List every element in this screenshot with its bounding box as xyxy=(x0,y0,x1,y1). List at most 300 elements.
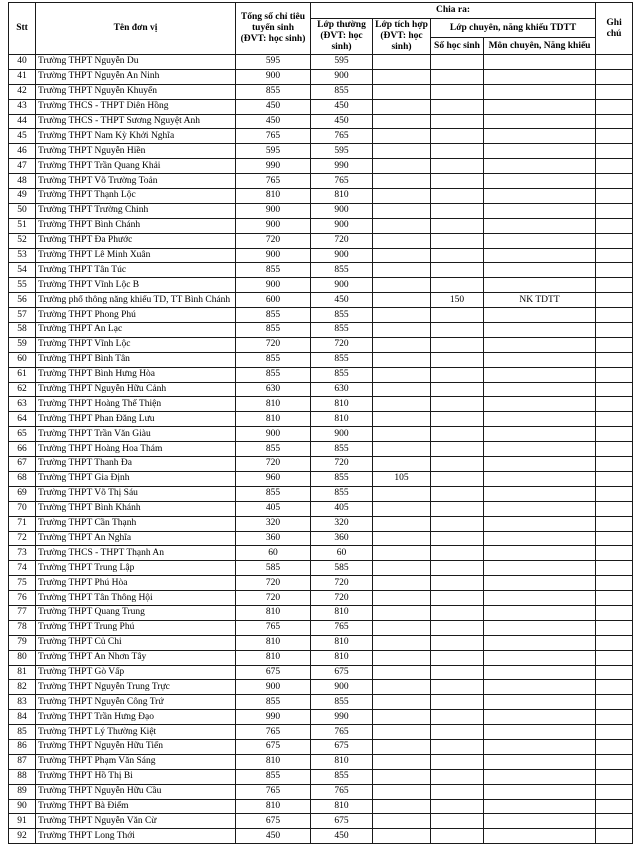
cell-so-hoc-sinh xyxy=(431,233,484,248)
cell-mon-chuyen xyxy=(484,591,596,606)
cell-lop-tich-hop xyxy=(373,174,431,189)
cell-so-hoc-sinh xyxy=(431,203,484,218)
cell-mon-chuyen xyxy=(484,352,596,367)
cell-mon-chuyen xyxy=(484,739,596,754)
cell-lop-tich-hop xyxy=(373,769,431,784)
cell-ghi-chu xyxy=(596,69,633,84)
cell-stt: 65 xyxy=(9,427,36,442)
cell-mon-chuyen xyxy=(484,442,596,457)
table-row xyxy=(9,814,633,829)
cell-ghi-chu xyxy=(596,442,633,457)
cell-ten-don-vi: Trường THPT Bà Điểm xyxy=(36,799,236,814)
cell-lop-tich-hop xyxy=(373,546,431,561)
cell-stt: 67 xyxy=(9,457,36,472)
cell-so-hoc-sinh xyxy=(431,352,484,367)
cell-mon-chuyen xyxy=(484,665,596,680)
cell-lop-thuong: 810 xyxy=(311,799,373,814)
table-row xyxy=(9,427,633,442)
cell-tong-so: 765 xyxy=(236,725,311,740)
cell-tong-so: 60 xyxy=(236,546,311,561)
cell-lop-tich-hop xyxy=(373,114,431,129)
cell-tong-so: 855 xyxy=(236,263,311,278)
cell-so-hoc-sinh xyxy=(431,55,484,70)
cell-stt: 66 xyxy=(9,442,36,457)
cell-so-hoc-sinh xyxy=(431,680,484,695)
cell-stt: 88 xyxy=(9,769,36,784)
cell-ten-don-vi: Trường THPT Trần Hưng Đạo xyxy=(36,710,236,725)
cell-so-hoc-sinh xyxy=(431,799,484,814)
table-row xyxy=(9,486,633,501)
table-row xyxy=(9,84,633,99)
cell-mon-chuyen xyxy=(484,174,596,189)
cell-lop-tich-hop xyxy=(373,605,431,620)
cell-lop-tich-hop xyxy=(373,218,431,233)
cell-lop-thuong: 810 xyxy=(311,635,373,650)
cell-lop-thuong: 810 xyxy=(311,605,373,620)
cell-tong-so: 675 xyxy=(236,665,311,680)
cell-mon-chuyen xyxy=(484,725,596,740)
table-row xyxy=(9,620,633,635)
header-ghi-chu: Ghi chú xyxy=(596,3,633,55)
cell-ten-don-vi: Trường THPT Củ Chi xyxy=(36,635,236,650)
cell-mon-chuyen xyxy=(484,754,596,769)
cell-ghi-chu xyxy=(596,725,633,740)
cell-ghi-chu xyxy=(596,814,633,829)
enrollment-quota-table xyxy=(8,2,633,844)
cell-lop-tich-hop xyxy=(373,829,431,844)
cell-ten-don-vi: Trường THPT Hồ Thị Bi xyxy=(36,769,236,784)
cell-mon-chuyen xyxy=(484,501,596,516)
header-ten-don-vi: Tên đơn vị xyxy=(36,3,236,55)
table-header xyxy=(9,3,633,55)
cell-lop-thuong: 900 xyxy=(311,248,373,263)
cell-so-hoc-sinh xyxy=(431,382,484,397)
cell-lop-thuong: 765 xyxy=(311,129,373,144)
cell-lop-thuong: 320 xyxy=(311,516,373,531)
cell-ten-don-vi: Trường THPT Gò Vấp xyxy=(36,665,236,680)
cell-stt: 49 xyxy=(9,189,36,204)
cell-stt: 55 xyxy=(9,278,36,293)
cell-stt: 42 xyxy=(9,84,36,99)
cell-ten-don-vi: Trường THPT Tân Túc xyxy=(36,263,236,278)
cell-ten-don-vi: Trường THPT Nguyễn Du xyxy=(36,55,236,70)
cell-lop-tich-hop xyxy=(373,814,431,829)
cell-mon-chuyen xyxy=(484,635,596,650)
table-row xyxy=(9,397,633,412)
cell-so-hoc-sinh xyxy=(431,754,484,769)
cell-stt: 87 xyxy=(9,754,36,769)
cell-ten-don-vi: Trường THPT Long Thới xyxy=(36,829,236,844)
cell-ghi-chu xyxy=(596,516,633,531)
cell-tong-so: 810 xyxy=(236,799,311,814)
cell-ten-don-vi: Trường THPT Lê Minh Xuân xyxy=(36,248,236,263)
cell-ten-don-vi: Trường THPT Nguyễn Hữu Cầu xyxy=(36,784,236,799)
cell-stt: 70 xyxy=(9,501,36,516)
cell-so-hoc-sinh xyxy=(431,531,484,546)
table-row xyxy=(9,367,633,382)
cell-tong-so: 810 xyxy=(236,397,311,412)
cell-so-hoc-sinh xyxy=(431,174,484,189)
cell-so-hoc-sinh xyxy=(431,278,484,293)
cell-mon-chuyen xyxy=(484,263,596,278)
cell-lop-thuong: 855 xyxy=(311,352,373,367)
cell-ghi-chu xyxy=(596,739,633,754)
cell-so-hoc-sinh xyxy=(431,129,484,144)
cell-ghi-chu xyxy=(596,233,633,248)
cell-ghi-chu xyxy=(596,352,633,367)
cell-tong-so: 765 xyxy=(236,174,311,189)
cell-so-hoc-sinh xyxy=(431,576,484,591)
cell-ghi-chu xyxy=(596,799,633,814)
cell-tong-so: 900 xyxy=(236,203,311,218)
cell-mon-chuyen xyxy=(484,710,596,725)
cell-ten-don-vi: Trường THPT Thanh Đa xyxy=(36,457,236,472)
cell-lop-tich-hop xyxy=(373,308,431,323)
cell-tong-so: 810 xyxy=(236,754,311,769)
cell-tong-so: 810 xyxy=(236,412,311,427)
cell-ghi-chu xyxy=(596,367,633,382)
cell-lop-tich-hop xyxy=(373,784,431,799)
cell-tong-so: 675 xyxy=(236,814,311,829)
cell-ten-don-vi: Trường THPT Bình Hưng Hòa xyxy=(36,367,236,382)
table-row xyxy=(9,516,633,531)
cell-tong-so: 360 xyxy=(236,531,311,546)
cell-stt: 86 xyxy=(9,739,36,754)
cell-ghi-chu xyxy=(596,203,633,218)
cell-stt: 79 xyxy=(9,635,36,650)
cell-lop-thuong: 855 xyxy=(311,471,373,486)
cell-ghi-chu xyxy=(596,561,633,576)
cell-ghi-chu xyxy=(596,650,633,665)
cell-tong-so: 810 xyxy=(236,635,311,650)
cell-stt: 84 xyxy=(9,710,36,725)
table-row xyxy=(9,233,633,248)
cell-ghi-chu xyxy=(596,620,633,635)
cell-lop-tich-hop xyxy=(373,189,431,204)
cell-so-hoc-sinh xyxy=(431,769,484,784)
cell-so-hoc-sinh xyxy=(431,442,484,457)
cell-lop-tich-hop xyxy=(373,650,431,665)
cell-tong-so: 810 xyxy=(236,650,311,665)
cell-tong-so: 720 xyxy=(236,457,311,472)
cell-ghi-chu xyxy=(596,84,633,99)
cell-so-hoc-sinh xyxy=(431,546,484,561)
cell-lop-tich-hop xyxy=(373,69,431,84)
cell-lop-thuong: 595 xyxy=(311,144,373,159)
header-stt: Stt xyxy=(9,3,36,55)
cell-so-hoc-sinh xyxy=(431,69,484,84)
table-row xyxy=(9,829,633,844)
cell-lop-tich-hop xyxy=(373,754,431,769)
cell-tong-so: 450 xyxy=(236,99,311,114)
cell-ten-don-vi: Trường THPT Võ Trường Toản xyxy=(36,174,236,189)
cell-lop-thuong: 765 xyxy=(311,725,373,740)
table-row xyxy=(9,695,633,710)
cell-mon-chuyen xyxy=(484,218,596,233)
cell-stt: 76 xyxy=(9,591,36,606)
cell-mon-chuyen xyxy=(484,99,596,114)
cell-lop-thuong: 810 xyxy=(311,754,373,769)
cell-lop-tich-hop xyxy=(373,367,431,382)
cell-so-hoc-sinh xyxy=(431,829,484,844)
cell-tong-so: 720 xyxy=(236,576,311,591)
cell-ten-don-vi: Trường THPT Võ Thị Sáu xyxy=(36,486,236,501)
table-row xyxy=(9,323,633,338)
table-row xyxy=(9,591,633,606)
cell-lop-tich-hop xyxy=(373,457,431,472)
cell-ghi-chu xyxy=(596,159,633,174)
cell-lop-thuong: 720 xyxy=(311,337,373,352)
cell-mon-chuyen xyxy=(484,144,596,159)
cell-stt: 46 xyxy=(9,144,36,159)
cell-stt: 68 xyxy=(9,471,36,486)
cell-tong-so: 585 xyxy=(236,561,311,576)
cell-lop-tich-hop xyxy=(373,427,431,442)
cell-lop-thuong: 900 xyxy=(311,427,373,442)
cell-stt: 69 xyxy=(9,486,36,501)
cell-ghi-chu xyxy=(596,293,633,308)
cell-mon-chuyen xyxy=(484,397,596,412)
table-row xyxy=(9,248,633,263)
cell-lop-tich-hop xyxy=(373,561,431,576)
cell-tong-so: 855 xyxy=(236,323,311,338)
cell-mon-chuyen xyxy=(484,203,596,218)
cell-lop-tich-hop xyxy=(373,635,431,650)
cell-lop-tich-hop xyxy=(373,620,431,635)
cell-so-hoc-sinh xyxy=(431,412,484,427)
cell-stt: 48 xyxy=(9,174,36,189)
table-row xyxy=(9,99,633,114)
cell-mon-chuyen xyxy=(484,546,596,561)
cell-lop-thuong: 60 xyxy=(311,546,373,561)
cell-lop-thuong: 450 xyxy=(311,829,373,844)
cell-mon-chuyen xyxy=(484,486,596,501)
cell-lop-thuong: 720 xyxy=(311,233,373,248)
cell-ten-don-vi: Trường THPT Nguyễn Hiền xyxy=(36,144,236,159)
cell-ghi-chu xyxy=(596,412,633,427)
cell-tong-so: 450 xyxy=(236,829,311,844)
table-row xyxy=(9,174,633,189)
cell-mon-chuyen xyxy=(484,561,596,576)
cell-so-hoc-sinh xyxy=(431,650,484,665)
cell-mon-chuyen xyxy=(484,516,596,531)
cell-so-hoc-sinh xyxy=(431,337,484,352)
cell-lop-tich-hop xyxy=(373,739,431,754)
cell-ten-don-vi: Trường THCS - THPT Thạnh An xyxy=(36,546,236,561)
table-row xyxy=(9,308,633,323)
cell-ghi-chu xyxy=(596,263,633,278)
cell-ten-don-vi: Trường THPT Lý Thường Kiệt xyxy=(36,725,236,740)
cell-tong-so: 855 xyxy=(236,352,311,367)
cell-stt: 41 xyxy=(9,69,36,84)
cell-stt: 52 xyxy=(9,233,36,248)
cell-mon-chuyen xyxy=(484,233,596,248)
cell-so-hoc-sinh xyxy=(431,516,484,531)
cell-lop-tich-hop xyxy=(373,144,431,159)
cell-lop-thuong: 855 xyxy=(311,486,373,501)
cell-lop-thuong: 855 xyxy=(311,367,373,382)
cell-stt: 43 xyxy=(9,99,36,114)
cell-tong-so: 990 xyxy=(236,710,311,725)
cell-ten-don-vi: Trường THPT Phú Hòa xyxy=(36,576,236,591)
cell-lop-thuong: 855 xyxy=(311,769,373,784)
cell-mon-chuyen xyxy=(484,189,596,204)
table-row xyxy=(9,769,633,784)
cell-mon-chuyen xyxy=(484,55,596,70)
cell-so-hoc-sinh xyxy=(431,99,484,114)
cell-stt: 78 xyxy=(9,620,36,635)
cell-lop-tich-hop xyxy=(373,397,431,412)
cell-lop-tich-hop xyxy=(373,159,431,174)
cell-lop-tich-hop xyxy=(373,591,431,606)
cell-ghi-chu xyxy=(596,397,633,412)
cell-ten-don-vi: Trường THPT Gia Định xyxy=(36,471,236,486)
cell-ten-don-vi: Trường THPT Hoàng Hoa Thám xyxy=(36,442,236,457)
cell-so-hoc-sinh xyxy=(431,397,484,412)
cell-ghi-chu xyxy=(596,248,633,263)
cell-stt: 50 xyxy=(9,203,36,218)
cell-so-hoc-sinh xyxy=(431,725,484,740)
cell-ghi-chu xyxy=(596,189,633,204)
table-row xyxy=(9,650,633,665)
cell-mon-chuyen xyxy=(484,769,596,784)
cell-ghi-chu xyxy=(596,769,633,784)
cell-ghi-chu xyxy=(596,308,633,323)
cell-ten-don-vi: Trường THPT Nguyễn Công Trứ xyxy=(36,695,236,710)
cell-lop-tich-hop xyxy=(373,55,431,70)
cell-mon-chuyen xyxy=(484,620,596,635)
header-lop-thuong: Lớp thường (ĐVT: học sinh) xyxy=(311,19,373,55)
cell-mon-chuyen xyxy=(484,784,596,799)
cell-lop-thuong: 855 xyxy=(311,84,373,99)
cell-mon-chuyen xyxy=(484,829,596,844)
cell-so-hoc-sinh xyxy=(431,665,484,680)
cell-ghi-chu xyxy=(596,99,633,114)
cell-lop-thuong: 855 xyxy=(311,308,373,323)
cell-ghi-chu xyxy=(596,680,633,695)
cell-mon-chuyen xyxy=(484,308,596,323)
cell-mon-chuyen xyxy=(484,695,596,710)
header-mon-chuyen: Môn chuyên, Năng khiếu xyxy=(484,38,596,55)
cell-stt: 83 xyxy=(9,695,36,710)
table-row xyxy=(9,352,633,367)
cell-stt: 75 xyxy=(9,576,36,591)
cell-so-hoc-sinh xyxy=(431,739,484,754)
cell-lop-thuong: 855 xyxy=(311,263,373,278)
cell-lop-thuong: 765 xyxy=(311,784,373,799)
cell-so-hoc-sinh xyxy=(431,561,484,576)
cell-ten-don-vi: Trường THPT Cần Thạnh xyxy=(36,516,236,531)
cell-mon-chuyen xyxy=(484,114,596,129)
cell-stt: 62 xyxy=(9,382,36,397)
cell-lop-thuong: 855 xyxy=(311,442,373,457)
cell-lop-thuong: 675 xyxy=(311,814,373,829)
cell-lop-tich-hop xyxy=(373,323,431,338)
cell-lop-tich-hop xyxy=(373,248,431,263)
cell-ten-don-vi: Trường THPT Vĩnh Lộc xyxy=(36,337,236,352)
table-row xyxy=(9,710,633,725)
cell-ten-don-vi: Trường THPT Vĩnh Lộc B xyxy=(36,278,236,293)
cell-mon-chuyen xyxy=(484,278,596,293)
cell-so-hoc-sinh xyxy=(431,248,484,263)
cell-ten-don-vi: Trường THPT Trung Phú xyxy=(36,620,236,635)
cell-stt: 85 xyxy=(9,725,36,740)
cell-stt: 59 xyxy=(9,337,36,352)
cell-lop-tich-hop xyxy=(373,486,431,501)
cell-so-hoc-sinh xyxy=(431,159,484,174)
cell-stt: 40 xyxy=(9,55,36,70)
table-row xyxy=(9,725,633,740)
cell-lop-thuong: 630 xyxy=(311,382,373,397)
cell-ten-don-vi: Trường THPT Nguyễn Khuyến xyxy=(36,84,236,99)
cell-so-hoc-sinh xyxy=(431,263,484,278)
cell-so-hoc-sinh xyxy=(431,323,484,338)
cell-lop-thuong: 990 xyxy=(311,159,373,174)
cell-lop-thuong: 855 xyxy=(311,695,373,710)
cell-ghi-chu xyxy=(596,710,633,725)
cell-lop-thuong: 450 xyxy=(311,114,373,129)
cell-ghi-chu xyxy=(596,546,633,561)
cell-lop-thuong: 900 xyxy=(311,218,373,233)
table-row xyxy=(9,263,633,278)
cell-mon-chuyen xyxy=(484,69,596,84)
cell-ghi-chu xyxy=(596,784,633,799)
cell-lop-tich-hop xyxy=(373,293,431,308)
cell-so-hoc-sinh xyxy=(431,114,484,129)
cell-lop-thuong: 900 xyxy=(311,69,373,84)
cell-ten-don-vi: Trường THPT Bình Chánh xyxy=(36,218,236,233)
cell-tong-so: 900 xyxy=(236,278,311,293)
cell-ten-don-vi: Trường THPT Bình Khánh xyxy=(36,501,236,516)
cell-so-hoc-sinh xyxy=(431,695,484,710)
header-lop-tich-hop: Lớp tích hợp (ĐVT: học sinh) xyxy=(373,19,431,55)
cell-mon-chuyen xyxy=(484,680,596,695)
cell-stt: 82 xyxy=(9,680,36,695)
table-row xyxy=(9,114,633,129)
cell-ghi-chu xyxy=(596,605,633,620)
cell-lop-thuong: 675 xyxy=(311,665,373,680)
cell-so-hoc-sinh xyxy=(431,620,484,635)
cell-so-hoc-sinh xyxy=(431,784,484,799)
cell-mon-chuyen xyxy=(484,457,596,472)
cell-so-hoc-sinh xyxy=(431,635,484,650)
cell-ghi-chu xyxy=(596,427,633,442)
cell-ghi-chu xyxy=(596,576,633,591)
cell-lop-thuong: 765 xyxy=(311,174,373,189)
cell-tong-so: 900 xyxy=(236,427,311,442)
cell-lop-tich-hop xyxy=(373,203,431,218)
cell-so-hoc-sinh xyxy=(431,84,484,99)
cell-mon-chuyen xyxy=(484,650,596,665)
cell-tong-so: 855 xyxy=(236,769,311,784)
cell-tong-so: 855 xyxy=(236,695,311,710)
cell-lop-thuong: 450 xyxy=(311,293,373,308)
header-so-hoc-sinh: Số học sinh xyxy=(431,38,484,55)
table-row xyxy=(9,605,633,620)
table-row xyxy=(9,665,633,680)
cell-tong-so: 600 xyxy=(236,293,311,308)
cell-lop-thuong: 720 xyxy=(311,457,373,472)
cell-lop-tich-hop xyxy=(373,382,431,397)
table-row xyxy=(9,784,633,799)
cell-ghi-chu xyxy=(596,174,633,189)
cell-mon-chuyen xyxy=(484,814,596,829)
cell-so-hoc-sinh xyxy=(431,427,484,442)
cell-mon-chuyen xyxy=(484,471,596,486)
cell-tong-so: 855 xyxy=(236,308,311,323)
cell-stt: 64 xyxy=(9,412,36,427)
cell-tong-so: 450 xyxy=(236,114,311,129)
